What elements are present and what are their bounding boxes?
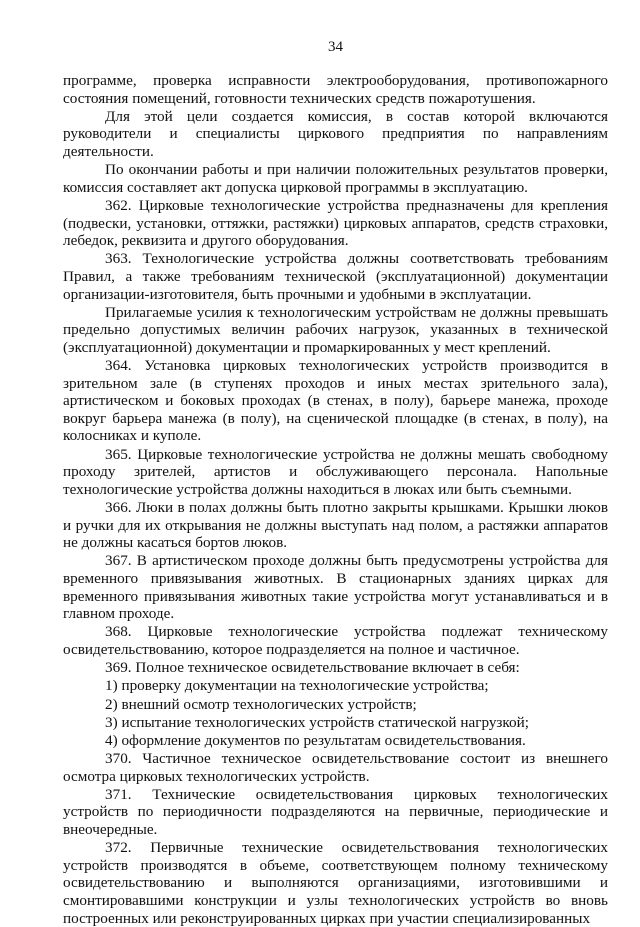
paragraph: 1) проверку документации на технологические устройства;: [105, 677, 489, 695]
page-number: 34: [328, 39, 343, 55]
paragraph: 370. Частичное техническое освидетельствование состоит из внешнего осмотра цирковых технологических устройств.: [63, 750, 608, 785]
paragraph: По окончании работы и при наличии положительных результатов проверки, комиссия составляет акт допуска цирковой программы в эксплуатацию.: [63, 161, 608, 196]
paragraph: 4) оформление документов по результатам освидетельствования.: [105, 731, 526, 749]
paragraph: 3) испытание технологических устройств статической нагрузкой;: [105, 713, 529, 731]
paragraph: 368. Цирковые технологические устройства подлежат техническому освидетельствованию, которое подразделяется на полное и частичное.: [63, 623, 608, 658]
paragraph: 367. В артистическом проходе должны быть предусмотрены устройства для временного привязывания животных. В стационарных зданиях цирках для временного привязывания животных такие устройства могут устанавливаться и в главном проходе.: [63, 552, 608, 623]
paragraph: 372. Первичные технические освидетельствования технологических устройств производятся в объеме, соответствующем полному техническому освидетельствованию и выполняются организациями, изготовившими и смонтировавшими конструкции и узлы технологических устройств во вновь построенных или реконструированных цирках при участии специализированных: [63, 839, 608, 927]
paragraph: Прилагаемые усилия к технологическим устройствам не должны превышать предельно допустимых величин рабочих нагрузок, указанных в технической (эксплуатационной) документации и промаркированных у мест креплений.: [63, 303, 608, 356]
paragraph: Для этой цели создается комиссия, в состав которой включаются руководители и специалисты циркового предприятия по направлениям деятельности.: [63, 107, 608, 160]
paragraph: 2) внешний осмотр технологических устройств;: [105, 695, 417, 713]
paragraph: 362. Цирковые технологические устройства предназначены для крепления (подвески, установки, оттяжки, растяжки) цирковых аппаратов, средств страховки, лебедок, реквизита и другого оборудования.: [63, 196, 608, 250]
paragraph: 371. Технические освидетельствования цирковых технологических устройств по периодичности подразделяются на первичные, периодические и внеочередные.: [63, 785, 608, 839]
paragraph: программе, проверка исправности электрооборудования, противопожарного состояния помещений, готовности технических средств пожаротушения.: [63, 72, 608, 107]
paragraph: 364. Установка цирковых технологических устройств производится в зрительном зале (в ступенях проходов и иных местах зрительного зала), артистическом и боковых проходах (в стенах, в полу), барьере манежа, проходе вокруг барьера манежа (в полу), на сценической площадке (в стенах, в полу), на колосниках и куполе.: [63, 357, 608, 445]
paragraph: 363. Технологические устройства должны соответствовать требованиям Правил, а также требованиям технической (эксплуатационной) документации организации-изготовителя, быть прочными и удобными в эксплуатации.: [63, 250, 608, 303]
paragraph: 366. Люки в полах должны быть плотно закрыты крышками. Крышки люков и ручки для их открывания не должны выступать над полом, а растяжки аппаратов не должны касаться бортов люков.: [63, 499, 608, 552]
paragraph: 369. Полное техническое освидетельствование включает в себя:: [105, 659, 520, 677]
body-text: [63, 72, 608, 927]
paragraph: 365. Цирковые технологические устройства не должны мешать свободному проходу зрителей, артистов и обслуживающего персонала. Напольные технологические устройства должны находиться в люках или быть съемными.: [63, 445, 608, 498]
